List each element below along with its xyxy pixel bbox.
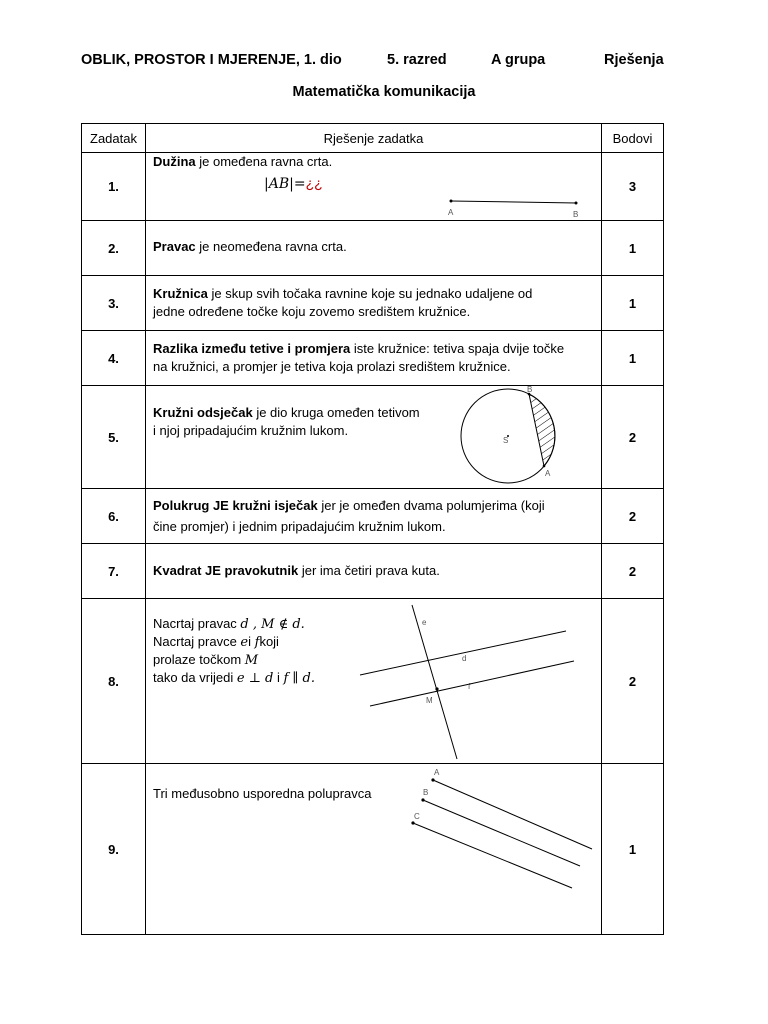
definition: jer ima četiri prava kuta. <box>298 563 440 578</box>
point-label-b: B <box>527 385 533 394</box>
table-row <box>82 276 664 331</box>
term: Kružni odsječak <box>153 405 253 420</box>
length-formula: |AB|=¿¿ <box>264 175 323 192</box>
solution-cell <box>146 386 602 489</box>
table-row <box>82 544 664 599</box>
task-number: 6. <box>82 489 146 544</box>
solution-cell <box>146 221 602 276</box>
table-row <box>82 599 664 764</box>
definition: je skup svih točaka ravnine koje su jednako udaljene od <box>207 286 533 301</box>
line-label-f: f <box>468 682 471 691</box>
task-number: 4. <box>82 331 146 386</box>
subtitle: Matematička komunikacija <box>292 84 476 100</box>
ray-label-c: C <box>414 812 420 821</box>
construction-instructions: Nacrtaj pravac d , M ∉ d. Nacrtaj pravce ei fkoji prolaze točkom M tako da vrijedi e ⊥ d i f ∥ d. <box>153 616 316 686</box>
point-label-a: A <box>448 208 454 217</box>
table-row <box>82 489 664 544</box>
definition: jer je omeđen dvama polumjerima (koji <box>317 498 545 513</box>
term: Polukrug JE kružni isječak <box>153 498 318 513</box>
line-label-e: e <box>422 618 427 627</box>
ray-label-b: B <box>423 788 429 797</box>
solution-cell <box>146 599 602 764</box>
point-label-a: A <box>545 469 551 478</box>
points-value: 2 <box>602 386 664 489</box>
definition: je omeđena ravna crta. <box>195 154 333 169</box>
solution-cell <box>146 764 602 935</box>
column-header-task: Zadatak <box>82 124 146 153</box>
table-row <box>82 331 664 386</box>
points-value: 2 <box>602 599 664 764</box>
task-number: 9. <box>82 764 146 935</box>
parallel-rays-drawing <box>146 764 602 935</box>
circle-segment-drawing <box>146 386 602 489</box>
task-number: 1. <box>82 153 146 221</box>
solution-cell <box>146 153 602 221</box>
parallel-perpendicular-drawing <box>146 599 602 764</box>
solution-cell <box>146 544 602 599</box>
points-value: 1 <box>602 276 664 331</box>
term: Kružnica <box>153 286 208 301</box>
task-number: 8. <box>82 599 146 764</box>
task-number: 7. <box>82 544 146 599</box>
points-value: 1 <box>602 221 664 276</box>
definition-continued: jedne određene točke koju zovemo središtem kružnice. <box>153 304 471 319</box>
term: Dužina <box>153 154 196 169</box>
table-row <box>82 221 664 276</box>
definition: iste kružnice: tetiva spaja dvije točke <box>350 341 565 356</box>
table-row <box>82 764 664 935</box>
points-value: 1 <box>602 764 664 935</box>
document-header <box>0 52 768 74</box>
solutions-label: Rješenja <box>604 52 664 68</box>
definition-continued: i njoj pripadajućim kružnim lukom. <box>153 423 349 438</box>
line-label-d: d <box>462 654 467 663</box>
solution-cell <box>146 331 602 386</box>
points-value: 1 <box>602 331 664 386</box>
worksheet-title: OBLIK, PROSTOR I MJERENJE, 1. dio <box>81 52 342 68</box>
term: Pravac <box>153 239 196 254</box>
task-number: 3. <box>82 276 146 331</box>
point-label-m: M <box>426 696 433 705</box>
group-label: A grupa <box>491 52 546 68</box>
definition: je dio kruga omeđen tetivom <box>252 405 420 420</box>
points-value: 3 <box>602 153 664 221</box>
column-header-solution: Rješenje zadatka <box>146 124 602 153</box>
definition-continued: na kružnici, a promjer je tetiva koja prolazi središtem kružnice. <box>153 359 511 374</box>
table-row <box>82 153 664 221</box>
solutions-table <box>81 123 664 935</box>
solution-cell <box>146 276 602 331</box>
center-label-s: S <box>503 436 509 445</box>
points-value: 2 <box>602 544 664 599</box>
definition-continued: čine promjer) i jednim pripadajućim kružnim lukom. <box>153 519 446 534</box>
term: Kvadrat JE pravokutnik <box>153 563 299 578</box>
segment-drawing <box>146 153 602 221</box>
point-label-b: B <box>573 210 579 219</box>
table-header-row <box>82 124 664 153</box>
term: Razlika između tetive i promjera <box>153 341 351 356</box>
grade-label: 5. razred <box>387 52 447 68</box>
column-header-points: Bodovi <box>602 124 664 153</box>
definition: je neomeđena ravna crta. <box>195 239 347 254</box>
task-description: Tri međusobno usporedna polupravca <box>153 786 372 801</box>
table-row <box>82 386 664 489</box>
points-value: 2 <box>602 489 664 544</box>
task-number: 5. <box>82 386 146 489</box>
solution-cell <box>146 489 602 544</box>
task-number: 2. <box>82 221 146 276</box>
ray-label-a: A <box>434 768 440 777</box>
